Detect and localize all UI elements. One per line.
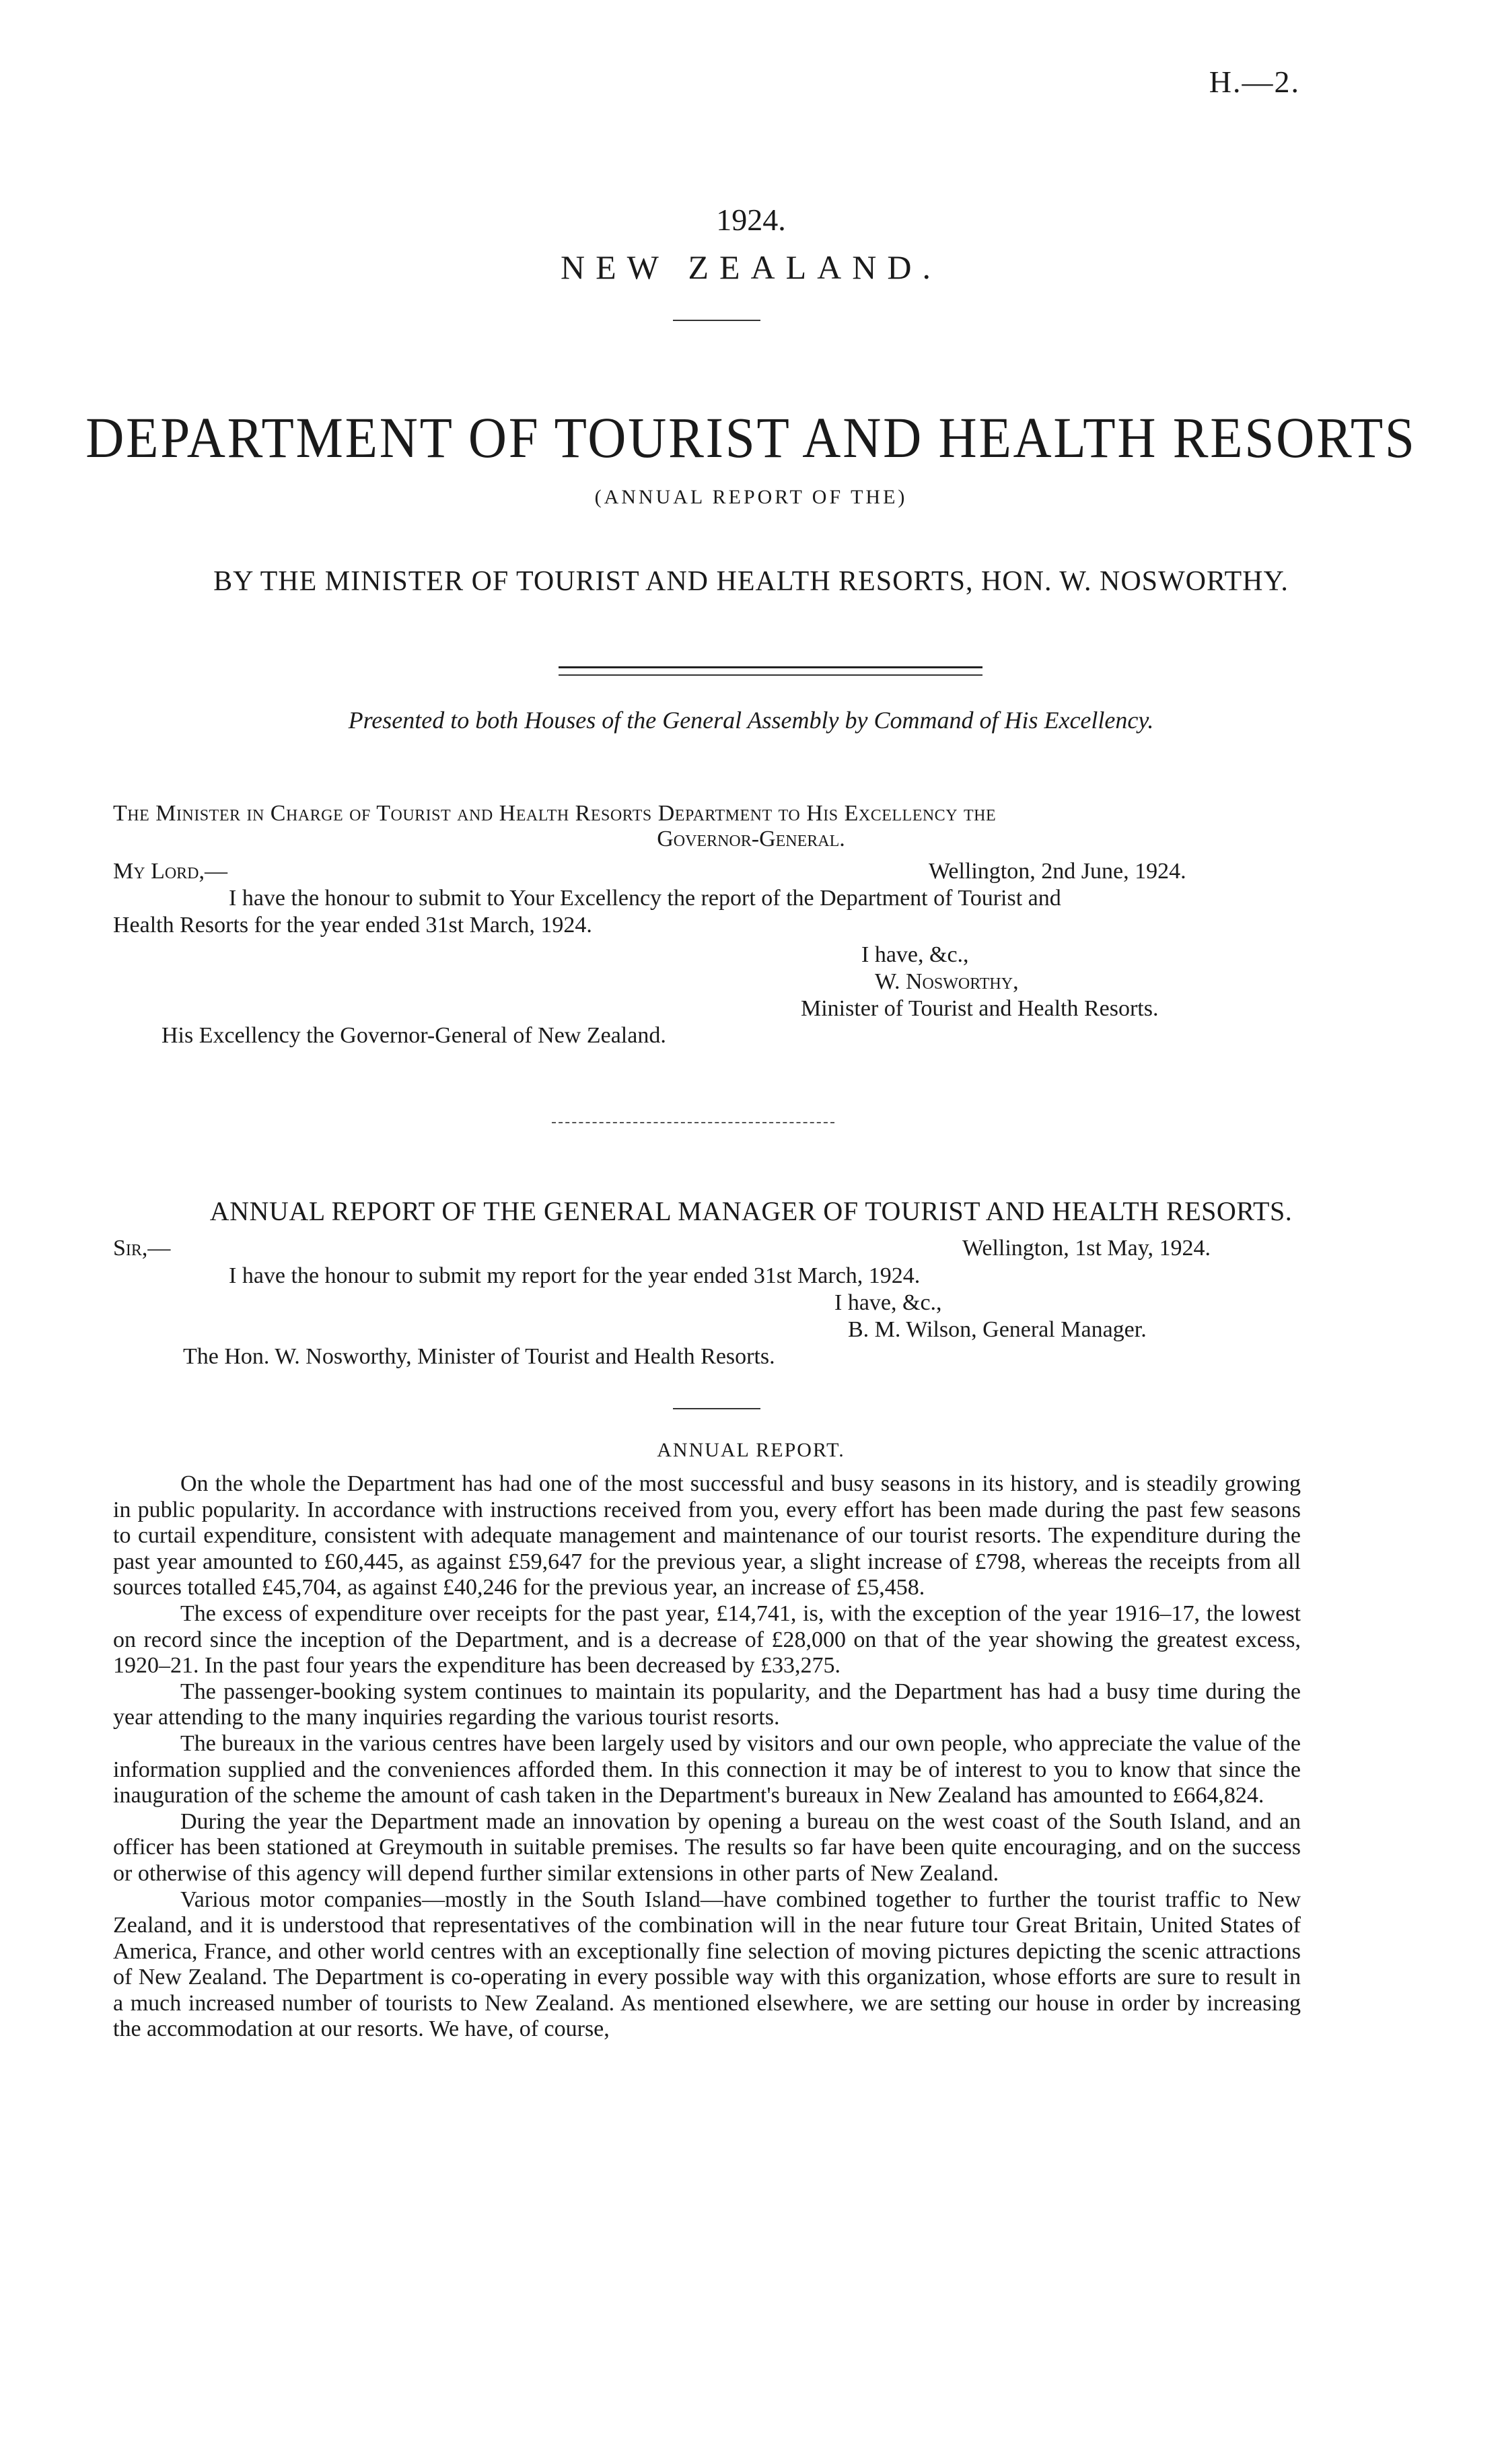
letter2-addressee: The Hon. W. Nosworthy, Minister of Tourist and Health Resorts.: [183, 1344, 775, 1369]
report-paragraph: During the year the Department made an innovation by opening a bureau on the west coast of the South Island, and an officer has been stationed at Greymouth in suitable premises. The results so far have been quite encouraging, and on the success or otherwise of this agency will depend further similar extensions in other parts of New Zealand.: [113, 1808, 1301, 1886]
report-paragraph: The excess of expenditure over receipts for the past year, £14,741, is, with the exception of the year 1916–17, the lowest on record since the inception of the Department, and is a decrease of £28,000 on that of the year showing the greatest excess, 1920–21. In the past four years the expenditure has been decreased by £33,275.: [113, 1600, 1301, 1679]
report-paragraph: The passenger-booking system continues to maintain its popularity, and the Department has had a busy time during the year attending to the many inquiries regarding the various tourist resorts.: [113, 1679, 1301, 1730]
letter1-body-line1: I have the honour to submit to Your Excellency the report of the Department of Tourist and: [229, 886, 1061, 911]
dashed-divider: [552, 1122, 834, 1123]
report-body: [113, 1471, 1301, 2043]
document-title: DEPARTMENT OF TOURIST AND HEALTH RESORTS: [85, 405, 1417, 470]
page-reference: H.—2.: [1209, 65, 1300, 99]
letter1-heading-line1: The Minister in Charge of Tourist and Health Resorts Department to His Excellency the: [113, 801, 997, 826]
report-paragraph: On the whole the Department has had one of the most successful and busy seasons in its history, and is steadily growing in public popularity. In accordance with instructions received from you, every effort has been made during the past few seasons to curtail expenditure, consistent with adequate management and maintenance of our tourist resorts. The expenditure during the past year amounted to £60,445, as against £59,647 for the previous year, a slight increase of £798, whereas the receipts from all sources totalled £45,704, as against £40,246 for the previous year, an increase of £5,458.: [113, 1471, 1301, 1600]
report-paragraph: The bureaux in the various centres have been largely used by visitors and our own people, who appreciate the value of the information supplied and the conveniences afforded them. In this connection it may be of interest to you to know that since the inauguration of the scheme the amount of cash taken in the Department's bureaux in New Zealand has amounted to £664,824.: [113, 1730, 1301, 1808]
country-heading: NEW ZEALAND.: [561, 248, 941, 286]
letter1-place-date: Wellington, 2nd June, 1924.: [929, 859, 1186, 884]
letter2-closing: I have, &c.,: [834, 1290, 942, 1315]
letter2-heading: ANNUAL REPORT OF THE GENERAL MANAGER OF TOURIST AND HEALTH RESORTS.: [209, 1196, 1293, 1226]
letter1-addressee: His Excellency the Governor-General of New Zealand.: [162, 1023, 666, 1048]
letter1-closing: I have, &c.,: [861, 942, 969, 967]
by-line: BY THE MINISTER OF TOURIST AND HEALTH RESORTS, HON. W. NOSWORTHY.: [213, 566, 1289, 597]
double-rule-bottom: [559, 674, 982, 676]
letter2-signature: B. M. Wilson, General Manager.: [848, 1317, 1147, 1342]
letter1-salutation: My Lord,—: [113, 859, 228, 884]
letter2-place-date: Wellington, 1st May, 1924.: [962, 1236, 1211, 1261]
double-rule-top: [559, 666, 982, 668]
letter1-signature-title: Minister of Tourist and Health Resorts.: [801, 996, 1159, 1021]
presented-note: Presented to both Houses of the General Assembly by Command of His Excellency.: [348, 707, 1154, 734]
letter1-signature: W. Nosworthy,: [875, 969, 1019, 994]
report-heading: ANNUAL REPORT.: [657, 1439, 845, 1461]
letter2-body: I have the honour to submit my report for the year ended 31st March, 1924.: [229, 1263, 921, 1288]
short-divider-top: [673, 320, 760, 321]
short-divider-middle: [673, 1408, 760, 1409]
document-subtitle: (ANNUAL REPORT OF THE): [594, 486, 908, 508]
letter1-body-line2: Health Resorts for the year ended 31st March, 1924.: [113, 913, 592, 938]
document-year: 1924.: [716, 203, 786, 237]
letter1-heading-line2: Governor-General.: [657, 826, 845, 851]
report-paragraph: Various motor companies—mostly in the South Island—have combined together to further the tourist traffic to New Zealand, and it is understood that representatives of the combination will in the near future tour Great Britain, United States of America, France, and other world centres with an exceptionally fine selection of moving pictures depicting the scenic attractions of New Zealand. The Department is co-operating in every possible way with this organization, whose efforts are sure to result in a much increased number of tourists to New Zealand. As mentioned elsewhere, we are setting our house in order by increasing the accommodation at our resorts. We have, of course,: [113, 1887, 1301, 2042]
letter2-salutation: Sir,—: [113, 1236, 171, 1261]
